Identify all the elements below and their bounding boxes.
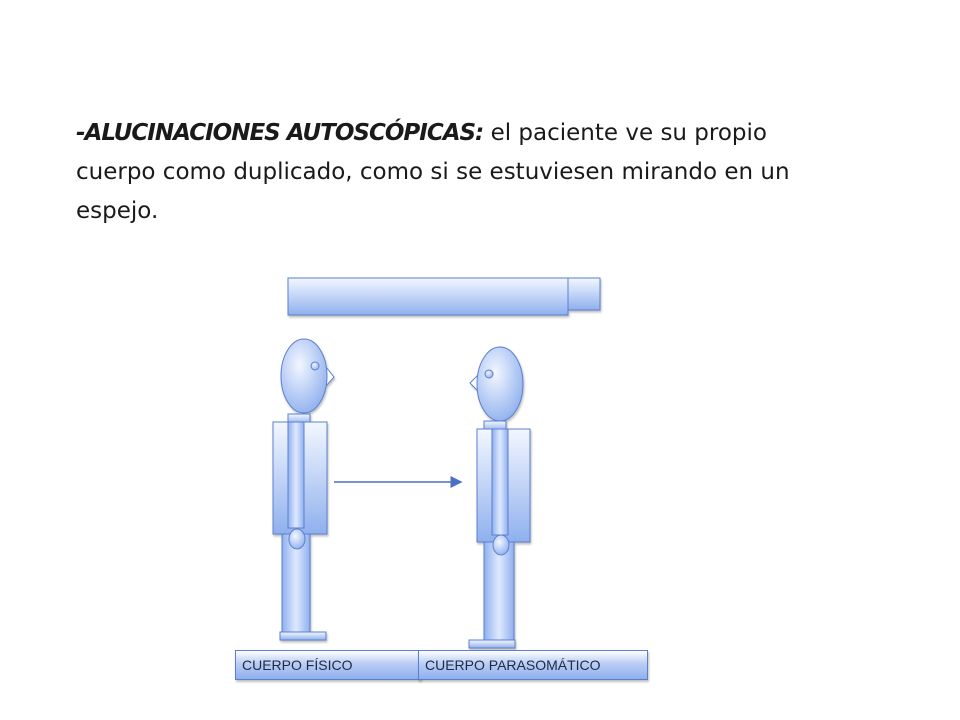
- definition-line1: el paciente ve su propio: [490, 120, 767, 146]
- term-title: -ALUCINACIONES AUTOSCÓPICAS:: [76, 120, 484, 146]
- figure-physical: [273, 339, 334, 640]
- definition-line3: espejo.: [76, 198, 159, 224]
- definition-line2: cuerpo como duplicado, como si se estuviesen mirando en un: [76, 159, 790, 185]
- mirror-bar: [288, 278, 600, 315]
- label-parasomatic-body: CUERPO PARASOMÁTICO: [418, 650, 648, 680]
- figure-parasomatic: [469, 347, 530, 648]
- label-physical-body: CUERPO FÍSICO: [235, 650, 421, 680]
